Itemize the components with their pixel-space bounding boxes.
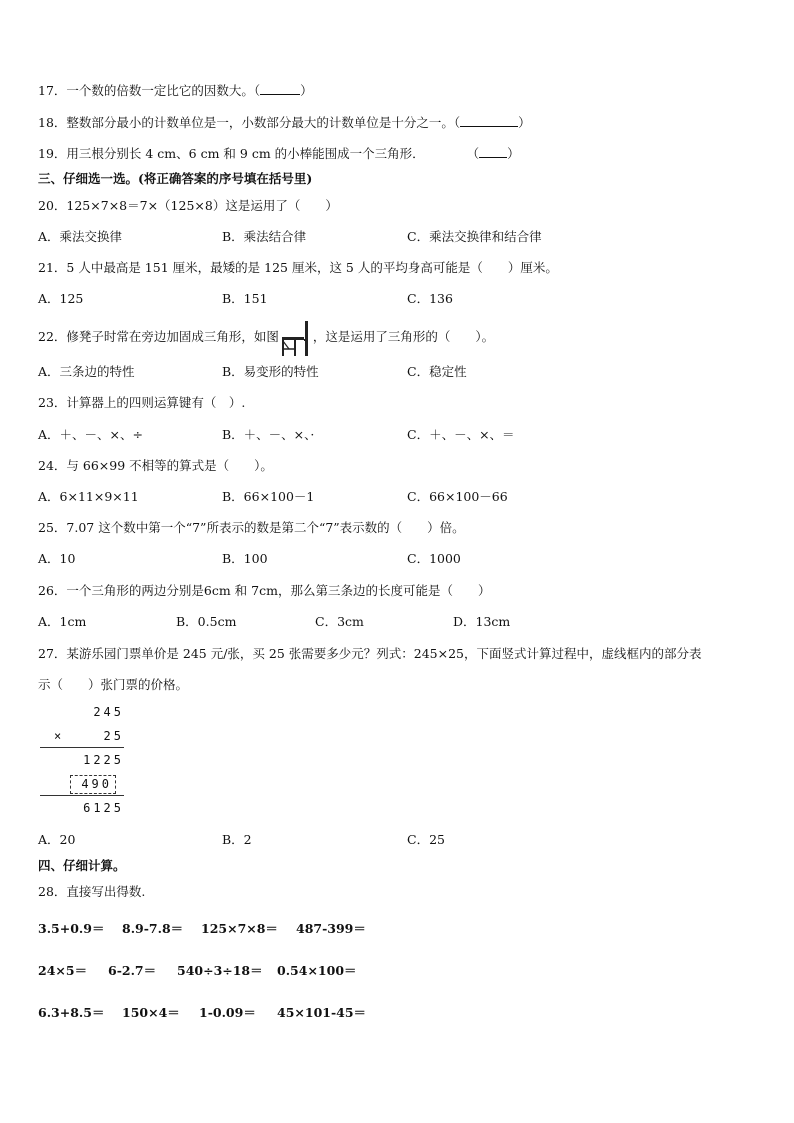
option-b[interactable]: B．乘法结合律	[222, 229, 307, 244]
calc-item[interactable]: 540÷3÷18＝	[177, 963, 263, 978]
question-20-text: 20．125×7×8＝7×（125×8）这是运用了（ ）	[38, 198, 338, 213]
option-b[interactable]: B．易变形的特性	[222, 364, 319, 379]
paren-close: ）	[507, 146, 520, 161]
option-c[interactable]: C．66×100－66	[407, 489, 508, 504]
divider-line	[40, 747, 124, 748]
option-a[interactable]: A．1cm	[38, 614, 87, 629]
question-27-text: 27．某游乐园门票单价是 245 元/张，买 25 张需要多少元？列式：245×25，下面竖式计算过程中，虚线框内的部分表	[38, 646, 702, 661]
question-24-text: 24．与 66×99 不相等的算式是（ ）。	[38, 458, 273, 473]
option-c[interactable]: C．136	[407, 291, 453, 306]
stool-figure	[281, 319, 311, 357]
divider-line	[40, 795, 124, 796]
calc-item[interactable]: 3.5+0.9＝	[38, 921, 105, 936]
question-18	[38, 114, 531, 132]
times-sign: ×	[54, 729, 62, 743]
calc-item[interactable]: 125×7×8＝	[201, 921, 278, 936]
question-25-text: 25．7.07 这个数中第一个“7”所表示的数是第二个“7”表示数的（ ）倍。	[38, 520, 465, 535]
partial-product-2: 490	[81, 777, 112, 791]
product: 6125	[83, 801, 124, 815]
multiplier: 25	[103, 729, 124, 743]
option-a[interactable]: A．10	[38, 551, 76, 566]
question-26-text: 26．一个三角形的两边分别是6cm 和 7cm，那么第三条边的长度可能是（ ）	[38, 583, 491, 598]
question-27-text-cont: 示（ ）张门票的价格。	[38, 677, 189, 692]
option-c[interactable]: C．稳定性	[407, 364, 467, 379]
calc-item[interactable]: 0.54×100＝	[277, 963, 357, 978]
paren-close: ）	[300, 83, 313, 98]
option-c[interactable]: C．乘法交换律和结合律	[407, 229, 542, 244]
multiplicand: 245	[93, 705, 124, 719]
answer-blank[interactable]	[479, 145, 507, 158]
answer-blank[interactable]	[260, 82, 300, 95]
question-22	[38, 318, 494, 357]
calc-item[interactable]: 6-2.7＝	[108, 963, 157, 978]
question-23-text: 23．计算器上的四则运算键有（ ）.	[38, 395, 246, 410]
answer-blank[interactable]	[460, 114, 518, 127]
option-c[interactable]: C．1000	[407, 551, 461, 566]
question-22-text: 22．修凳子时常在旁边加固成三角形，如图	[38, 329, 279, 344]
question-17	[38, 82, 313, 100]
question-22-text-after: ，这是运用了三角形的（ ）。	[312, 329, 495, 344]
option-a[interactable]: A．乘法交换律	[38, 229, 123, 244]
option-b[interactable]: B．66×100－1	[222, 489, 315, 504]
calc-item[interactable]: 24×5＝	[38, 963, 88, 978]
option-b[interactable]: B．0.5cm	[176, 614, 237, 629]
option-a[interactable]: A．＋、－、×、÷	[38, 427, 143, 442]
question-21-text: 21．5 人中最高是 151 厘米，最矮的是 125 厘米，这 5 人的平均身高可能是（ ）厘米。	[38, 260, 558, 275]
partial-product-1: 1225	[83, 753, 124, 767]
vertical-multiplication	[40, 704, 126, 822]
option-d[interactable]: D．13cm	[453, 614, 511, 629]
question-18-text: 18．整数部分最小的计数单位是一，小数部分最大的计数单位是十分之一。（	[38, 115, 461, 130]
option-c[interactable]: C．25	[407, 832, 445, 847]
calc-item[interactable]: 487-399＝	[296, 921, 366, 936]
option-a[interactable]: A．6×11×9×11	[38, 489, 139, 504]
calc-item[interactable]: 8.9-7.8＝	[122, 921, 184, 936]
calc-item[interactable]: 45×101-45＝	[277, 1005, 367, 1020]
paren-open: （	[466, 146, 480, 161]
question-28-text: 28．直接写出得数.	[38, 884, 146, 899]
section-title-4: 四、仔细计算。	[38, 858, 126, 873]
calc-item[interactable]: 6.3+8.5＝	[38, 1005, 105, 1020]
calc-item[interactable]: 1-0.09＝	[199, 1005, 256, 1020]
option-b[interactable]: B．100	[222, 551, 268, 566]
option-c[interactable]: C．＋、－、×、＝	[407, 427, 515, 442]
question-17-text: 17．一个数的倍数一定比它的因数大。（	[38, 83, 261, 98]
option-c[interactable]: C．3cm	[315, 614, 364, 629]
calc-item[interactable]: 150×4＝	[122, 1005, 180, 1020]
option-b[interactable]: B．＋、－、×、·	[222, 427, 315, 442]
question-19	[38, 145, 520, 163]
option-a[interactable]: A．20	[38, 832, 76, 847]
option-a[interactable]: A．125	[38, 291, 84, 306]
option-a[interactable]: A．三条边的特性	[38, 364, 135, 379]
option-b[interactable]: B．2	[222, 832, 252, 847]
option-b[interactable]: B．151	[222, 291, 268, 306]
paren-close: ）	[518, 115, 531, 130]
section-title-3: 三、仔细选一选。(将正确答案的序号填在括号里)	[38, 171, 313, 186]
question-19-text: 19．用三根分别长 4 cm、6 cm 和 9 cm 的小棒能围成一个三角形．	[38, 146, 425, 161]
